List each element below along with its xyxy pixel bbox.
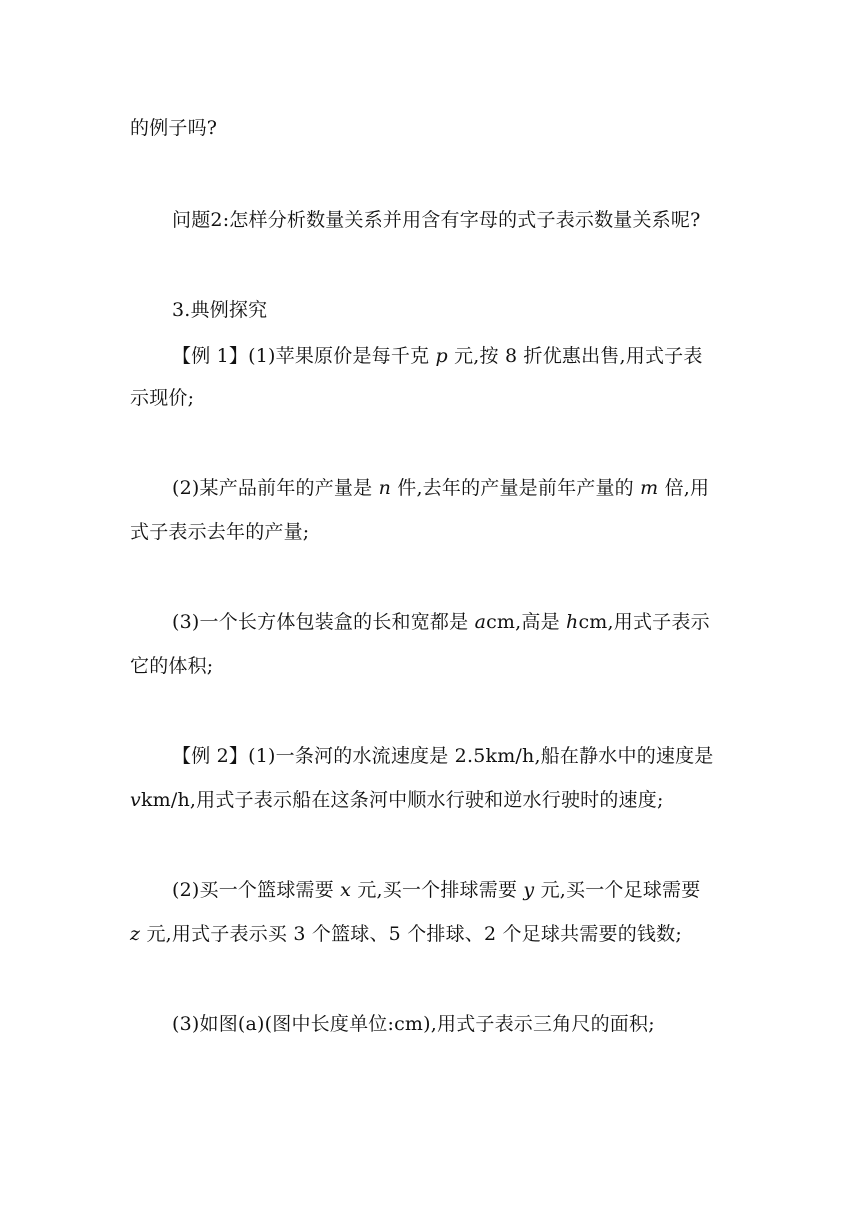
text-run: 元,买一个足球需要 xyxy=(534,879,701,901)
text-run: (2)某产品前年的产量是 xyxy=(172,477,379,499)
text-run: 元,按 8 折优惠出售,用式子表 xyxy=(447,345,703,367)
text-run: cm,高是 xyxy=(486,611,567,633)
text-line xyxy=(0,922,860,946)
text-line xyxy=(0,116,860,140)
text-run: 它的体积; xyxy=(130,655,214,677)
text-run: 的例子吗? xyxy=(130,117,218,139)
example-2-part-3 xyxy=(0,1012,860,1036)
text-run: 3.典例探究 xyxy=(172,299,268,321)
example-1-line xyxy=(0,344,860,368)
section-heading xyxy=(0,298,860,322)
text-run: 示现价; xyxy=(130,387,195,409)
math-variable: z xyxy=(130,923,141,945)
text-run: (2)买一个篮球需要 xyxy=(172,879,341,901)
math-variable: x xyxy=(340,879,352,901)
text-run: 式子表示去年的产量; xyxy=(130,521,310,543)
text-run: cm,用式子表示 xyxy=(578,611,710,633)
example-1-part-2 xyxy=(0,476,860,500)
text-run: 元,用式子表示买 3 个篮球、5 个排球、2 个足球共需要的钱数; xyxy=(140,923,682,945)
text-line xyxy=(0,386,860,410)
math-variable: h xyxy=(566,611,579,633)
math-variable: a xyxy=(474,611,487,633)
text-run: (3)如图(a)(图中长度单位:cm),用式子表示三角尺的面积; xyxy=(172,1013,655,1035)
question-2-line xyxy=(0,208,860,232)
text-run: km/h,用式子表示船在这条河中顺水行驶和逆水行驶时的速度; xyxy=(140,789,664,811)
math-variable: m xyxy=(640,477,659,499)
text-run: 元,买一个排球需要 xyxy=(351,879,524,901)
math-variable: p xyxy=(435,345,448,367)
text-run: 【例 2】(1)一条河的水流速度是 2.5km/h,船在静水中的速度是 xyxy=(172,745,714,767)
math-variable: v xyxy=(130,789,141,811)
text-run: (3)一个长方体包装盒的长和宽都是 xyxy=(172,611,475,633)
text-run: 问题2:怎样分析数量关系并用含有字母的式子表示数量关系呢? xyxy=(172,209,701,231)
example-1-part-3 xyxy=(0,610,860,634)
text-line xyxy=(0,788,860,812)
math-variable: y xyxy=(523,879,535,901)
text-run: 件,去年的产量是前年产量的 xyxy=(391,477,641,499)
math-variable: n xyxy=(378,477,391,499)
text-run: 倍,用 xyxy=(658,477,710,499)
text-line xyxy=(0,520,860,544)
example-2-part-2 xyxy=(0,878,860,902)
text-run: 【例 1】(1)苹果原价是每千克 xyxy=(172,345,436,367)
text-line xyxy=(0,654,860,678)
example-2-line xyxy=(0,744,860,768)
